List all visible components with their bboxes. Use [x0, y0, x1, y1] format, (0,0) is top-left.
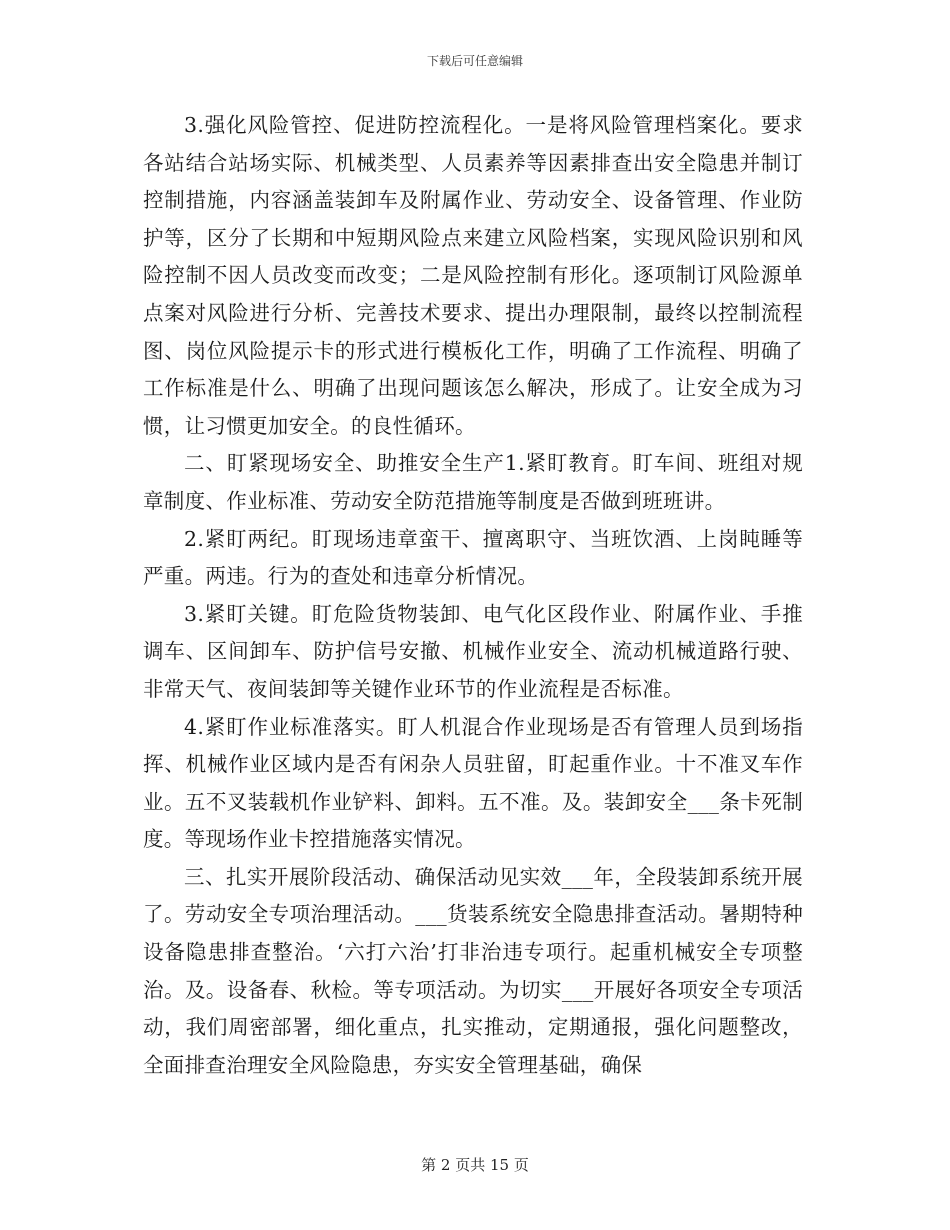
page-header: 下载后可任意编辑 — [426, 54, 523, 68]
paragraph-stage-activities: 三、扎实开展阶段活动、确保活动见实效___年，全段装卸系统开展了。劳动安全专项治理活动。___货装系统安全隐患排查活动。暑期特种设备隐患排查整治。‘六打六治’打非治违专项行。起重机械安全专项整治。及。设备春、秋检。等专项活动。为切实___开展好各项安全专项活动，我们周密部署，细化重点，扎实推动，定期通报，强化问题整改，全面排查治理安全风险隐患，夯实安全管理基础，确保 — [143, 864, 803, 1077]
paragraph-risk-control: 3.强化风险管控、促进防控流程化。一是将风险管理档案化。要求各站结合站场实际、机械类型、人员素养等因素排查出安全隐患并制订控制措施，内容涵盖装卸车及附属作业、劳动安全、设备管理、作业防护等，区分了长期和中短期风险点来建立风险档案，实现风险识别和风险控制不因人员改变而改变；二是风险控制有形化。逐项制订风险源单点案对风险进行分析、完善技术要求、提出办理限制，最终以控制流程图、岗位风险提示卡的形式进行模板化工作，明确了工作流程、明确了工作标准是什么、明确了出现问题该怎么解决，形成了。让安全成为习惯，让习惯更加安全。的良性循环。 — [143, 113, 803, 438]
page-footer: 第 2 页共 15 页 — [421, 1156, 529, 1174]
paragraph-site-safety: 二、盯紧现场安全、助推安全生产1.紧盯教育。盯车间、班组对规章制度、作业标准、劳动安全防范措施等制度是否做到班班讲。 — [143, 451, 803, 513]
document-body — [143, 107, 803, 1084]
paragraph-two-disciplines: 2.紧盯两纪。盯现场违章蛮干、擅离职守、当班饮酒、上岗盹睡等严重。两违。行为的查处和违章分析情况。 — [143, 526, 803, 589]
paragraph-key-points: 3.紧盯关键。盯危险货物装卸、电气化区段作业、附属作业、手推调车、区间卸车、防护信号安撤、机械作业安全、流动机械道路行驶、非常天气、夜间装卸等关键作业环节的作业流程是否标准。 — [143, 601, 803, 701]
paragraph-standards: 4.紧盯作业标准落实。盯人机混合作业现场是否有管理人员到场指挥、机械作业区域内是否有闲杂人员驻留，盯起重作业。十不准叉车作业。五不叉装载机作业铲料、卸料。五不准。及。装卸安全___条卡死制度。等现场作业卡控措施落实情况。 — [143, 714, 803, 852]
